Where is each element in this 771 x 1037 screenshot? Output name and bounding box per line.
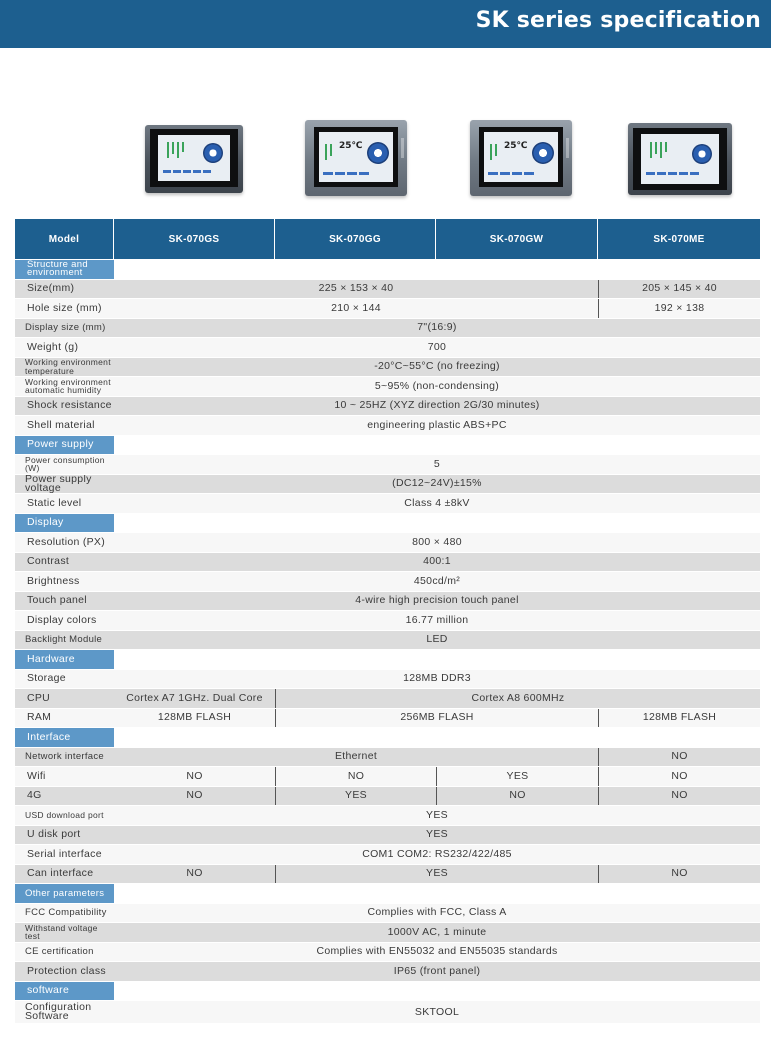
table-row <box>15 865 760 884</box>
row-label: Resolution (PX) <box>15 533 114 552</box>
row-value: 192 × 138 <box>598 299 760 318</box>
row-value: 128MB DDR3 <box>114 670 760 689</box>
table-row <box>15 377 760 396</box>
row-value: 205 × 145 × 40 <box>598 280 760 299</box>
row-value: 225 × 153 × 40 <box>114 280 598 299</box>
section-row <box>15 436 760 455</box>
section-hardware: Hardware <box>15 650 114 669</box>
section-row <box>15 514 760 533</box>
row-value: LED <box>114 631 760 650</box>
row-value: Class 4 ±8kV <box>114 494 760 513</box>
row-value: 5~95% (non-condensing) <box>114 377 760 396</box>
row-value: 5 <box>114 455 760 474</box>
row-label: Power consumption (W) <box>15 455 114 474</box>
row-value: YES <box>275 865 598 884</box>
section-other: Other parameters <box>15 884 114 903</box>
row-value: Ethernet <box>114 748 598 767</box>
row-value: IP65 (front panel) <box>114 962 760 981</box>
row-label: Power supply voltage <box>15 475 114 494</box>
row-label: Withstand voltage test <box>15 923 114 942</box>
row-value: 1000V AC, 1 minute <box>114 923 760 942</box>
product-images <box>0 110 771 210</box>
row-label: Configuration Software <box>15 1001 114 1023</box>
row-value: NO <box>598 767 760 786</box>
section-row <box>15 260 760 279</box>
row-value: 450cd/m² <box>114 572 760 591</box>
section-row <box>15 884 760 903</box>
row-value: SKTOOL <box>114 1001 760 1023</box>
page-title: SK series specification <box>475 8 761 33</box>
table-row <box>15 806 760 825</box>
table-row <box>15 826 760 845</box>
table-row <box>15 299 760 318</box>
table-row <box>15 455 760 474</box>
row-value: Complies with FCC, Class A <box>114 904 760 923</box>
table-row <box>15 943 760 962</box>
table-row <box>15 553 760 572</box>
model-name: SK-070GW <box>436 219 598 259</box>
row-value: 7"(16:9) <box>114 319 760 338</box>
row-value: 256MB FLASH <box>275 709 598 728</box>
row-value: 128MB FLASH <box>598 709 760 728</box>
row-label: CPU <box>15 689 114 708</box>
model-name: SK-070ME <box>598 219 760 259</box>
row-label: Shell material <box>15 416 114 435</box>
table-row <box>15 338 760 357</box>
row-label: Shock resistance <box>15 397 114 416</box>
row-value: NO <box>598 865 760 884</box>
table-row <box>15 358 760 377</box>
row-label: Contrast <box>15 553 114 572</box>
row-value: NO <box>114 767 275 786</box>
section-row <box>15 728 760 747</box>
table-row <box>15 689 760 708</box>
table-row <box>15 631 760 650</box>
table-row <box>15 280 760 299</box>
table-row <box>15 1001 760 1023</box>
section-row <box>15 982 760 1001</box>
table-row <box>15 748 760 767</box>
row-value: YES <box>114 826 760 845</box>
table-row <box>15 494 760 513</box>
row-label: Backlight Module <box>15 631 114 650</box>
table-row <box>15 397 760 416</box>
row-label: Static level <box>15 494 114 513</box>
row-label: Weight (g) <box>15 338 114 357</box>
section-software: software <box>15 982 114 1001</box>
table-row <box>15 611 760 630</box>
table-row <box>15 572 760 591</box>
table-row <box>15 904 760 923</box>
row-value: Cortex A8 600MHz <box>275 689 760 708</box>
row-label: Can interface <box>15 865 114 884</box>
row-value: NO <box>436 787 598 806</box>
row-value: NO <box>598 787 760 806</box>
table-row <box>15 475 760 494</box>
row-value: NO <box>114 865 275 884</box>
spec-table <box>15 218 760 1024</box>
row-label: FCC Compatibility <box>15 904 114 923</box>
row-label: Working environment automatic humidity <box>15 377 114 396</box>
row-label: RAM <box>15 709 114 728</box>
row-value: 10 ~ 25HZ (XYZ direction 2G/30 minutes) <box>114 397 760 416</box>
row-value: 800 × 480 <box>114 533 760 552</box>
table-row <box>15 709 760 728</box>
row-value: 400:1 <box>114 553 760 572</box>
section-structure: Structure and environment <box>15 260 114 279</box>
row-label: Display colors <box>15 611 114 630</box>
row-value: 210 × 144 <box>114 299 598 318</box>
section-display: Display <box>15 514 114 533</box>
row-label: Serial interface <box>15 845 114 864</box>
table-row <box>15 787 760 806</box>
row-label: Protection class <box>15 962 114 981</box>
section-interface: Interface <box>15 728 114 747</box>
row-value: (DC12~24V)±15% <box>114 475 760 494</box>
row-label: U disk port <box>15 826 114 845</box>
table-row <box>15 670 760 689</box>
table-row <box>15 845 760 864</box>
row-label: Display size (mm) <box>15 319 114 338</box>
row-value: NO <box>598 748 760 767</box>
row-value: YES <box>114 806 760 825</box>
row-value: Cortex A7 1GHz. Dual Core <box>114 689 275 708</box>
table-row <box>15 592 760 611</box>
row-value: 700 <box>114 338 760 357</box>
row-value: YES <box>436 767 598 786</box>
section-power: Power supply <box>15 436 114 455</box>
table-row <box>15 767 760 786</box>
row-label: 4G <box>15 787 114 806</box>
row-value: NO <box>275 767 436 786</box>
table-row <box>15 923 760 942</box>
screen-temperature: 25℃ <box>504 141 528 151</box>
model-name: SK-070GG <box>275 219 436 259</box>
row-value: engineering plastic ABS+PC <box>114 416 760 435</box>
screen-temperature: 25℃ <box>339 141 363 151</box>
row-label: Touch panel <box>15 592 114 611</box>
row-label: Size(mm) <box>15 280 114 299</box>
row-value: YES <box>275 787 436 806</box>
row-label: Hole size (mm) <box>15 299 114 318</box>
section-row <box>15 650 760 669</box>
row-value: COM1 COM2: RS232/422/485 <box>114 845 760 864</box>
row-value: -20°C~55°C (no freezing) <box>114 358 760 377</box>
row-label: Network interface <box>15 748 114 767</box>
row-value: 128MB FLASH <box>114 709 275 728</box>
table-row <box>15 319 760 338</box>
row-value: 4-wire high precision touch panel <box>114 592 760 611</box>
row-value: 16.77 million <box>114 611 760 630</box>
table-row <box>15 416 760 435</box>
model-label: Model <box>15 219 114 259</box>
row-label: Brightness <box>15 572 114 591</box>
model-header-row <box>15 219 760 259</box>
row-label: CE certification <box>15 943 114 962</box>
row-label: Storage <box>15 670 114 689</box>
row-value: NO <box>114 787 275 806</box>
header-banner <box>0 0 771 48</box>
row-value: Complies with EN55032 and EN55035 standards <box>114 943 760 962</box>
table-row <box>15 962 760 981</box>
model-name: SK-070GS <box>114 219 275 259</box>
row-label: Wifi <box>15 767 114 786</box>
row-label: USD download port <box>15 806 114 825</box>
row-label: Working environment temperature <box>15 358 114 377</box>
table-row <box>15 533 760 552</box>
